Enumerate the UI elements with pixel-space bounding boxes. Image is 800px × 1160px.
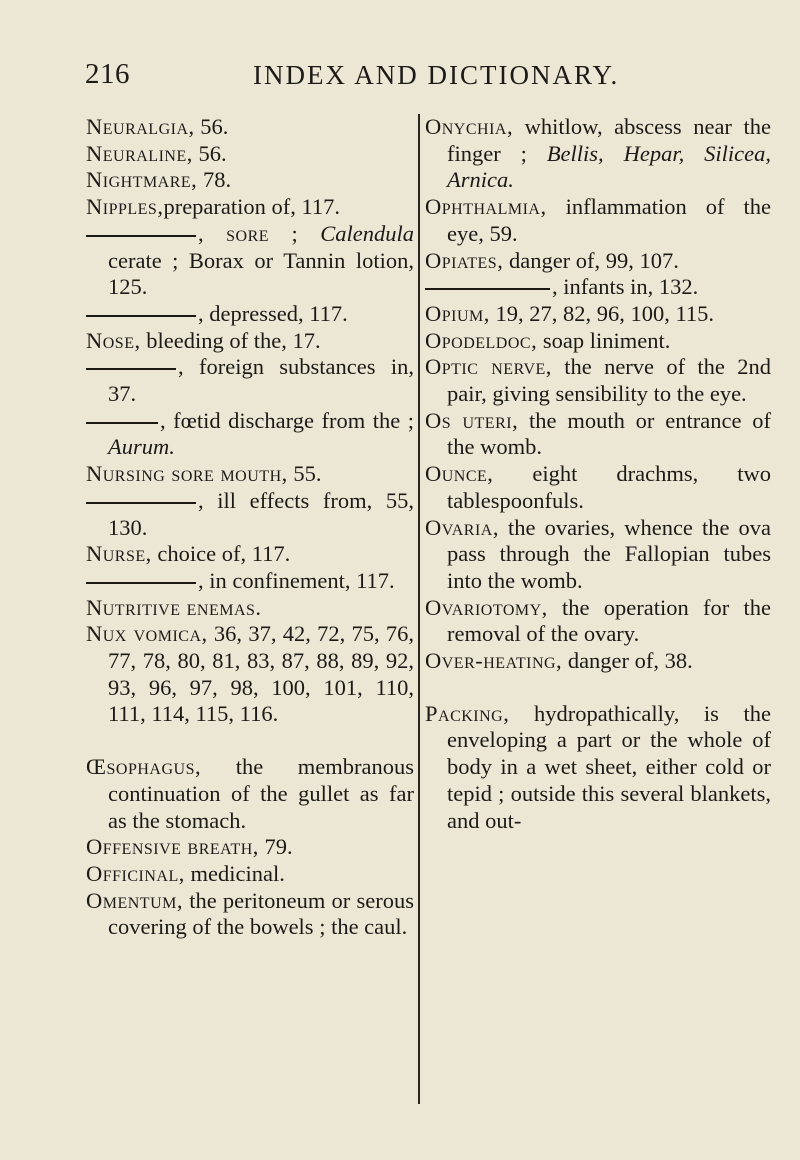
entry-text: 79.: [258, 834, 293, 860]
ditto-dash: [86, 315, 196, 317]
headword: Nursing sore mouth,: [86, 461, 288, 487]
ditto-dash: [425, 288, 550, 290]
headword: Neuralgia,: [86, 114, 195, 139]
headword: Ophthalmia,: [425, 194, 547, 220]
entry-text: , ill effects from, 55, 130.: [108, 487, 414, 540]
index-entry: [86, 167, 414, 194]
headword: Officinal,: [86, 860, 185, 886]
entry-text: danger of, 99, 107.: [503, 247, 679, 273]
index-entry: [86, 754, 414, 834]
headword: Omentum,: [86, 887, 183, 913]
headword: Opium,: [425, 300, 490, 326]
index-entry: [425, 648, 771, 675]
entry-text: 55.: [287, 461, 322, 487]
headword: Nutritive enemas.: [86, 594, 262, 620]
entry-text: , depressed, 117.: [198, 300, 348, 326]
entry-text: 56.: [194, 114, 229, 139]
headword: Packing,: [425, 700, 510, 726]
index-subentry: [86, 354, 414, 407]
headword: Ounce,: [425, 461, 494, 487]
index-subentry: [86, 408, 414, 461]
index-entry: [425, 354, 771, 407]
ditto-dash: [86, 582, 196, 584]
index-subentry: , sore ; Calendula cerate ; Borax or Tannin lotion, 125.: [86, 221, 414, 301]
right-column: [425, 114, 771, 834]
entry-text: the membranous continuation of the gullet as far as the stomach.: [108, 754, 414, 833]
entry-text: the nerve of the 2nd pair, giving sensibility to the eye.: [447, 354, 771, 407]
headword: Œsophagus,: [86, 754, 202, 780]
headword: Nurse,: [86, 541, 152, 567]
entry-text: the mouth or entrance of the womb.: [447, 407, 771, 460]
index-entry: [425, 461, 771, 514]
index-entry: [86, 861, 414, 888]
entry-text: the operation for the removal of the ovary.: [447, 594, 771, 647]
index-entry: [425, 515, 771, 595]
index-entry: [425, 595, 771, 648]
index-entry: [425, 248, 771, 275]
page-number: 216: [85, 58, 130, 90]
index-subentry: [86, 488, 414, 541]
index-entry: [425, 408, 771, 461]
ditto-dash: [86, 422, 158, 424]
headword: Opodeldoc,: [425, 327, 538, 353]
subentry-word: sore: [226, 220, 270, 246]
index-entry: [86, 595, 414, 622]
entry-text: 56.: [192, 140, 227, 166]
headword: Neuraline,: [86, 140, 193, 166]
entry-text: the ovaries, whence the ova pass through the Fallopian tubes into the womb.: [447, 514, 771, 593]
entry-text: ;: [269, 220, 321, 246]
index-entry: [425, 114, 771, 194]
index-entry: [86, 541, 414, 568]
entry-text: bleeding of the, 17.: [140, 327, 321, 353]
index-entry: [86, 328, 414, 355]
entry-italic: Bellis, Hepar, Silicea, Arnica.: [447, 140, 771, 193]
ditto-dash: [86, 368, 176, 370]
headword: Ovaria,: [425, 514, 499, 540]
left-column: [86, 114, 414, 941]
headword: Offensive breath,: [86, 834, 259, 860]
index-subentry: [86, 568, 414, 595]
running-head: INDEX AND DICTIONARY.: [253, 60, 620, 90]
entry-text: medicinal.: [184, 860, 285, 886]
headword: Over-heating,: [425, 648, 563, 674]
index-entry: [86, 888, 414, 941]
headword: Optic nerve,: [425, 354, 552, 380]
page-header: [85, 58, 765, 98]
headword: Nipples,: [86, 194, 164, 220]
entry-text: the peritoneum or serous covering of the bowels ; the caul.: [108, 887, 414, 940]
entry-text: whitlow, abscess near the finger ;: [447, 114, 771, 166]
entry-text: danger of, 38.: [562, 648, 693, 674]
entry-text: choice of, 117.: [151, 541, 291, 567]
entry-text: soap liniment.: [537, 327, 671, 353]
entry-text: 36, 37, 42, 72, 75, 76, 77, 78, 80, 81, 83, 87, 88, 89, 92, 93, 96, 97, 98, 100, 101, 110, 111, 114, 115, 116.: [108, 621, 415, 727]
index-entry: [86, 194, 414, 221]
entry-tail: cerate ; Borax or Tannin lotion, 125.: [108, 247, 414, 300]
headword: Ovariotomy,: [425, 594, 548, 620]
headword: Nose,: [86, 327, 141, 353]
entry-text: , in confinement, 117.: [198, 567, 395, 593]
headword: Opiates,: [425, 247, 504, 273]
entry-text: , fœtid discharge from the ;: [160, 407, 414, 433]
entry-text: eight drachms, two tablespoonfuls.: [447, 461, 771, 513]
index-entry: [425, 194, 771, 247]
ditto-dash: [86, 235, 196, 237]
entry-text: , infants in, 132.: [552, 274, 699, 300]
entry-text: preparation of, 117.: [163, 194, 341, 220]
index-entry: [86, 621, 414, 728]
entry-text: , foreign substances in, 37.: [108, 354, 414, 407]
index-entry: [86, 141, 414, 168]
column-divider: [418, 114, 420, 1104]
index-entry: [86, 114, 414, 141]
entry-text: hydropathically, is the enveloping a part or the whole of body in a wet sheet, either cold or tepid ; outside this several blankets, and out-: [447, 700, 771, 833]
index-entry: [425, 328, 771, 355]
index-subentry: [425, 274, 771, 301]
index-entry: [86, 461, 414, 488]
headword: Onychia,: [425, 114, 514, 139]
ditto-dash: [86, 502, 196, 504]
entry-text: 19, 27, 82, 96, 100, 115.: [489, 300, 715, 326]
headword: Os uteri,: [425, 407, 519, 433]
index-subentry: [86, 301, 414, 328]
entry-italic: Calendula: [320, 220, 414, 246]
headword: Nightmare,: [86, 167, 198, 193]
index-entry: [425, 301, 771, 328]
headword: Nux vomica,: [86, 621, 208, 647]
index-entry: [425, 701, 771, 835]
entry-italic: Aurum.: [108, 434, 175, 460]
index-entry: [86, 834, 414, 861]
entry-text: inflammation of the eye, 59.: [447, 194, 771, 246]
entry-text: 78.: [197, 167, 232, 193]
